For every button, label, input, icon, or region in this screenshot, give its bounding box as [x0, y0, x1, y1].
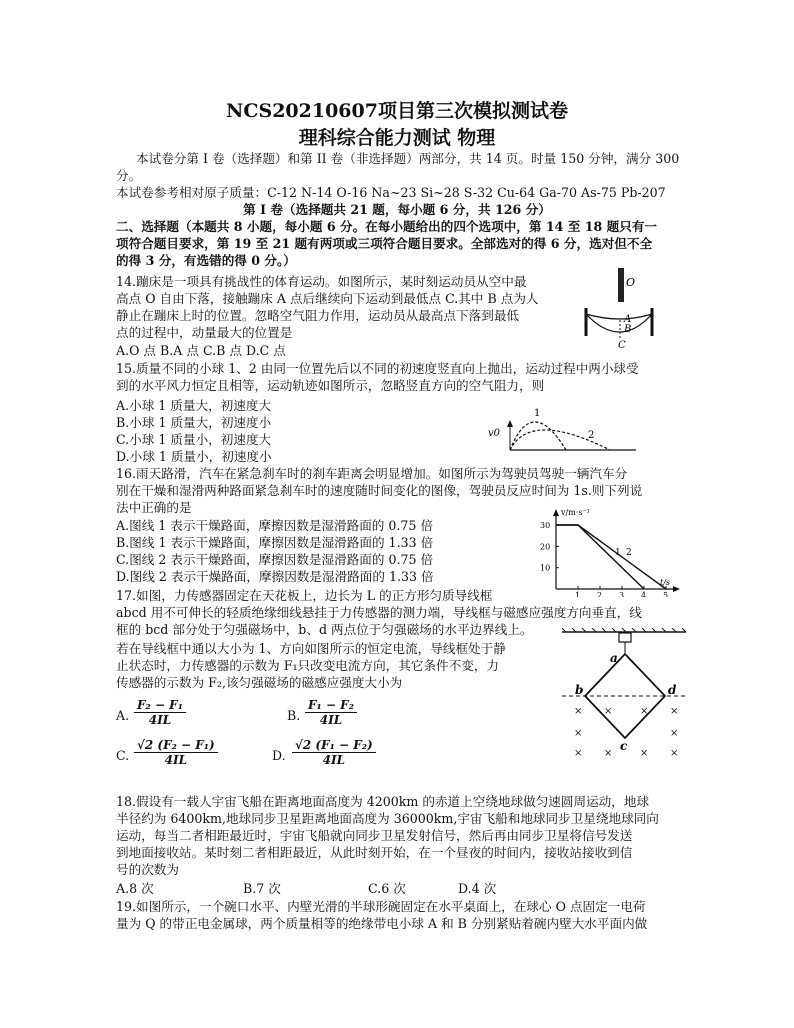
q17-option-a-label: A. [116, 708, 130, 723]
svg-text:×: × [574, 748, 583, 759]
q18-line-5: 号的次数为 [116, 862, 179, 877]
q17-option-a-formula [134, 698, 186, 727]
q17-option-c-label: C. [116, 748, 130, 763]
trajectory-2-label: 2 [588, 430, 595, 441]
wire-frame-figure [562, 628, 686, 770]
q17-option-d-denominator: 4IL [322, 753, 346, 767]
vertex-a-label: a [610, 651, 618, 665]
trajectory-1 [510, 422, 566, 450]
q17-option-c-formula [134, 738, 218, 767]
q15-line-2: 到的水平风力恒定且相等，运动轨迹如图所示，忽略竖直方向的空气阻力，则 [116, 378, 545, 393]
q17-option-b-denominator: 4IL [319, 713, 343, 727]
q15-option-b: B.小球 1 质量大，初速度小 [116, 415, 272, 430]
q17-option-b-numerator: F₁ − F₂ [305, 698, 357, 713]
svg-text:×: × [670, 706, 679, 717]
v0-label: v0 [488, 428, 501, 439]
q16-line-1: 16.雨天路滑，汽车在紧急刹车时的刹车距离会明显增加。如图所示为驾驶员驾驶一辆汽车分 [116, 466, 628, 481]
x-tick-label: 4 [641, 591, 647, 597]
y-axis-arrow [553, 509, 559, 516]
q18-option-b: B.7 次 [243, 881, 281, 896]
q14-options: A.O 点 B.A 点 C.B 点 D.C 点 [116, 343, 286, 358]
x-tick-label: 1 [575, 591, 581, 597]
point-b-label: B [624, 324, 632, 335]
q17-option-b-formula [305, 698, 357, 727]
q17-option-c-denominator: 4IL [164, 753, 188, 767]
launch-arrowhead [507, 420, 513, 427]
q18-line-4: 到地面接收站。某时刻二者相距最近，从此时刻开始，在一个昼夜的时间内，接收站接收到信 [116, 845, 633, 860]
trampoline-net-a [586, 314, 652, 319]
q18-line-3: 运动，每当二者相距最近时，宇宙飞船就向同步卫星发射信号，然后再由同步卫星将信号发送 [116, 828, 633, 843]
force-sensor [619, 633, 631, 642]
q17-line-6: 传感器的示数为 F₂,该匀强磁场的磁感应强度大小为 [116, 675, 403, 690]
q14-line-1: 14.蹦床是一项具有挑战性的体育运动。如图所示，某时刻运动员从空中最 [116, 274, 527, 289]
q17-option-a-numerator: F₂ − F₁ [134, 698, 186, 713]
q16-option-b: B.图线 1 表示干燥路面，摩擦因数是湿滑路面的 1.33 倍 [116, 535, 434, 550]
svg-text:×: × [640, 748, 649, 759]
q14-line-4: 点的过程中，动量最大的位置是 [116, 325, 293, 340]
athlete-figure [618, 268, 624, 302]
q18-option-c: C.6 次 [368, 881, 406, 896]
q19-line-1: 19.如图所示，一个碗口水平、内壁光滑的半球形碗固定在水平桌面上，在球心 O 点固定一电荷 [116, 899, 646, 914]
q19-line-2: 量为 Q 的带正电金属球，两个质量相等的绝缘带电小球 A 和 B 分别紧贴着碗内壁大水平面内做 [116, 916, 648, 931]
q17-option-d-formula [292, 738, 376, 767]
svg-text:×: × [640, 706, 649, 717]
series-label-2: 2 [626, 548, 632, 558]
svg-text:×: × [670, 728, 679, 739]
trampoline-figure [580, 262, 660, 350]
instruction-line-2: 项符合题目要求，第 19 至 21 题有两项或三项符合题目要求。全部选对的得 6 分，选对但不全 [116, 236, 653, 251]
x-tick-label: 3 [619, 591, 625, 597]
q17-option-b-label: B. [287, 708, 301, 723]
trajectory-figure [488, 400, 638, 456]
q14-line-3: 静止在蹦床上时的位置。忽略空气阻力作用，运动员从最高点下落到最低 [116, 308, 519, 323]
q16-option-d: D.图线 2 表示干燥路面，摩擦因数是湿滑路面的 1.33 倍 [116, 569, 434, 584]
q17-option-c-numerator: √2 (F₂ − F₁) [134, 738, 218, 753]
y-tick-label: 30 [540, 521, 551, 530]
y-tick-label: 10 [540, 563, 551, 573]
q14-line-2: 高点 O 自由下落，接触蹦床 A 点后继续向下运动到最低点 C.其中 B 点为人 [116, 291, 539, 306]
q17-line-3: 框的 bcd 部分处于匀强磁场中，b、d 两点位于匀强磁场的水平边界线上。 [116, 622, 533, 637]
q15-option-d: D.小球 1 质量小，初速度小 [116, 449, 272, 464]
q16-line-2: 别在干燥和湿滑两种路面紧急刹车时的速度随时间变化的图像，驾驶员反应时间为 1s.则下列说 [116, 483, 643, 498]
exam-title: NCS20210607项目第三次模拟测试卷 [226, 100, 568, 122]
atomic-mass-line: 本试卷参考相对原子质量：C-12 N-14 O-16 Na~23 Si~28 S-32 Cu-64 Ga-70 As-75 Pb-207 [116, 185, 666, 200]
y-tick-label: 20 [540, 542, 551, 552]
point-c-label: C [618, 340, 626, 350]
intro-line-1: 本试卷分第 I 卷（选择题）和第 II 卷（非选择题）两部分，共 14 页。时量 150 分钟，满分 300 [136, 151, 680, 166]
instruction-line-3: 的得 3 分，有选错的得 0 分。） [116, 253, 296, 268]
instruction-line-1: 二、选择题（本题共 8 小题，每小题 6 分。在每小题给出的四个选项中，第 14 至 18 题只有一 [116, 219, 658, 234]
q18-option-d: D.4 次 [458, 881, 497, 896]
q17-line-2: abcd 用不可伸长的轻质绝缘细线悬挂于力传感器的测力端，导线框与磁感应强度方向垂直，线 [116, 605, 642, 620]
q17-line-5: 止状态时，力传感器的示数为 F₁只改变电流方向，其它条件不变，力 [116, 658, 500, 673]
q15-option-c: C.小球 1 质量小，初速度大 [116, 432, 272, 447]
q16-option-c: C.图线 2 表示干燥路面，摩擦因数是湿滑路面的 0.75 倍 [116, 552, 434, 567]
svg-text:×: × [604, 706, 613, 717]
velocity-time-chart [534, 505, 684, 597]
vertex-c-label: c [620, 739, 628, 753]
svg-text:×: × [670, 748, 679, 759]
q17-line-1: 17.如图，力传感器固定在天花板上，边长为 L 的正方形匀质导线框 [116, 588, 493, 603]
q18-line-2: 半径约为 6400km,地球同步卫星距离地面高度为 36000km,宇宙飞船和地球同步卫星绕地球同向 [116, 811, 659, 826]
svg-text:×: × [604, 748, 613, 759]
q16-option-a: A.图线 1 表示干燥路面，摩擦因数是湿滑路面的 0.75 倍 [116, 518, 434, 533]
q17-option-d-label: D. [272, 748, 286, 763]
vertex-d-label: d [668, 683, 677, 697]
section-heading: 第 I 卷（选择题共 21 题，每小题 6 分，共 126 分） [243, 202, 551, 217]
x-tick-label: 5 [663, 591, 669, 597]
q17-option-a-denominator: 4IL [148, 713, 172, 727]
q17-option-d-numerator: √2 (F₁ − F₂) [292, 738, 376, 753]
point-o-label: O [626, 276, 636, 289]
q17-line-4: 若在导线框中通以大小为 1、方向如图所示的恒定电流，导线框处于静 [116, 641, 506, 656]
q15-line-1: 15.质量不同的小球 1、2 由同一位置先后以不同的初速度竖直向上抛出，运动过程中两小球受 [116, 361, 639, 376]
q15-option-a: A.小球 1 质量大，初速度大 [116, 398, 272, 413]
q16-line-3: 法中正确的是 [116, 500, 192, 515]
vertex-b-label: b [575, 683, 584, 697]
x-axis-label: t/s [660, 578, 671, 587]
y-axis-label: v/m·s⁻¹ [561, 508, 590, 517]
series-label-1: 1 [615, 548, 621, 558]
q18-line-1: 18.假设有一载人宇宙飞船在距离地面高度为 4200km 的赤道上空绕地球做匀速圆周运动，地球 [116, 794, 650, 809]
trajectory-1-label: 1 [534, 408, 541, 419]
x-tick-label: 2 [597, 591, 603, 597]
exam-subtitle: 理科综合能力测试 物理 [298, 127, 496, 149]
svg-text:×: × [574, 706, 583, 717]
intro-line-2: 分。 [116, 168, 142, 183]
q18-option-a: A.8 次 [116, 881, 154, 896]
point-a-label: A [624, 314, 632, 325]
svg-text:×: × [574, 728, 583, 739]
x-axis-arrow [673, 586, 680, 592]
